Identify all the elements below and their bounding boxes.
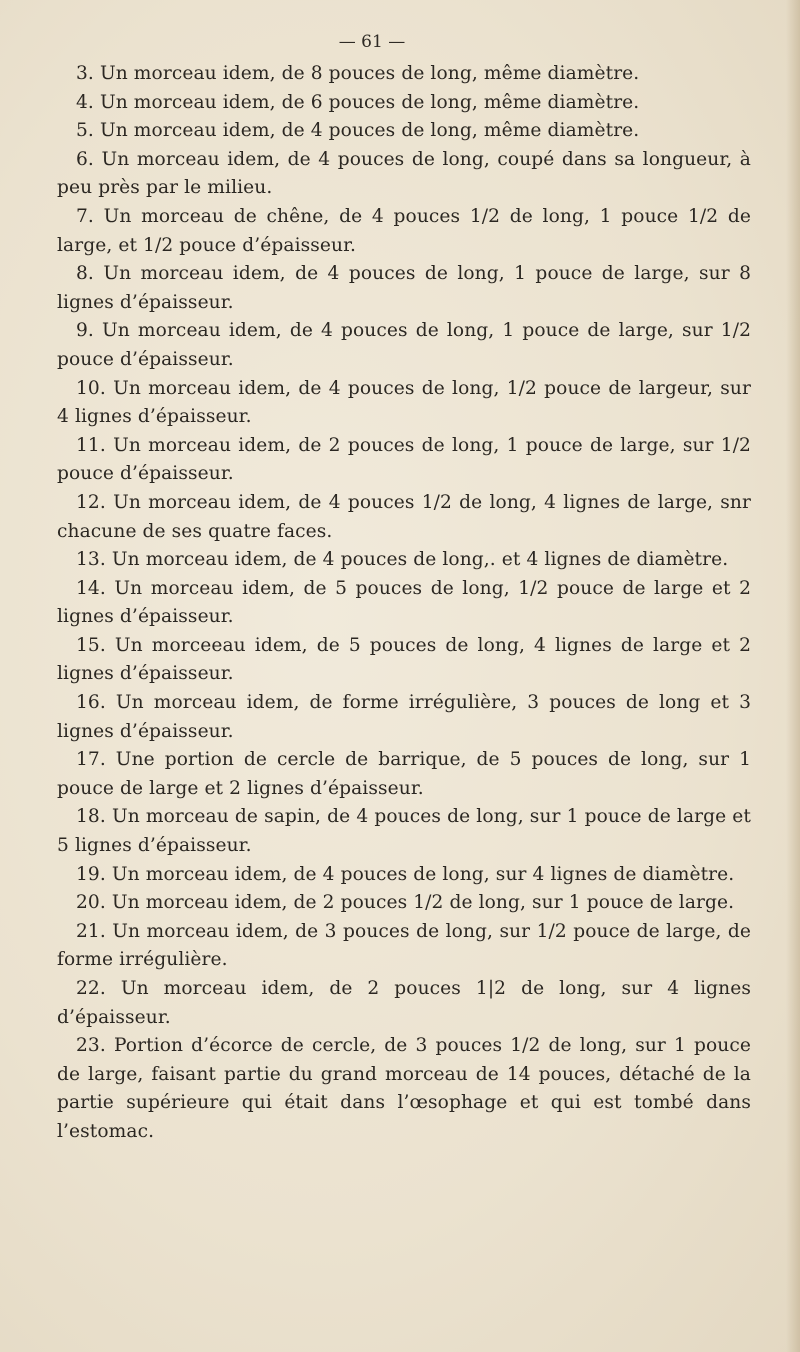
- list-item-9: 9. Un morceau idem, de 4 pouces de long, 1 pouce de large, sur 1/2 pouce d’épaisseur.: [57, 320, 751, 370]
- list-item-3: 3. Un morceau idem, de 8 pouces de long, même diamètre.: [76, 63, 640, 84]
- list-item-22: 22. Un morceau idem, de 2 pouces 1|2 de long, sur 4 lignes d’épaisseur.: [57, 978, 751, 1028]
- list-item-13: 13. Un morceau idem, de 4 pouces de long,. et 4 lignes de diamètre.: [76, 549, 729, 571]
- list-item-19: 19. Un morceau idem, de 4 pouces de long, sur 4 lignes de diamètre.: [76, 863, 735, 885]
- list-item-6: 6. Un morceau idem, de 4 pouces de long, coupé dans sa longueur, à peu près par le milieu.: [57, 148, 751, 199]
- list-item-10: 10. Un morceau idem, de 4 pouces de long, 1/2 pouce de largeur, sur 4 lignes d’épaisseur.: [57, 377, 751, 428]
- list-item-23: 23. Portion d’écorce de cercle, de 3 pouces 1/2 de long, sur 1 pouce de large, faisant partie du grand morceau de 14 pouces, détaché de la partie supérieure qui était dans l’œsophage et qui est tombé dans l’estomac.: [57, 1035, 751, 1142]
- list-item-14: 14. Un morceau idem, de 5 pouces de long, 1/2 pouce de large et 2 lignes d’épaisseur.: [57, 577, 751, 628]
- item-list: [57, 60, 751, 1147]
- list-item-4: 4. Un morceau idem, de 6 pouces de long, même diamètre.: [76, 91, 640, 113]
- page-number: — 61 —: [338, 32, 406, 52]
- list-item-18: 18. Un morceau de sapin, de 4 pouces de long, sur 1 pouce de large et 5 lignes d’épaisseur.: [57, 806, 751, 857]
- list-item-7: 7. Un morceau de chêne, de 4 pouces 1/2 de long, 1 pouce 1/2 de large, et 1/2 pouce d’épaisseur.: [57, 205, 751, 256]
- page-edge-shadow: [786, 0, 800, 1352]
- list-item-11: 11. Un morceau idem, de 2 pouces de long, 1 pouce de large, sur 1/2 pouce d’épaisseur.: [57, 434, 751, 485]
- list-item-17: 17. Une portion de cercle de barrique, de 5 pouces de long, sur 1 pouce de large et 2 lignes d’épaisseur.: [57, 749, 751, 799]
- list-item-16: 16. Un morceau idem, de forme irrégulière, 3 pouces de long et 3 lignes d’épaisseur.: [57, 692, 751, 742]
- list-item-12: 12. Un morceau idem, de 4 pouces 1/2 de long, 4 lignes de large, snr chacune de ses quatre faces.: [57, 491, 751, 542]
- list-item-15: 15. Un morceeau idem, de 5 pouces de long, 4 lignes de large et 2 lignes d’épaisseur.: [57, 634, 751, 685]
- list-item-20: 20. Un morceau idem, de 2 pouces 1/2 de long, sur 1 pouce de large.: [76, 892, 735, 914]
- list-item-5: 5. Un morceau idem, de 4 pouces de long, même diamètre.: [76, 120, 640, 142]
- list-item-21: 21. Un morceau idem, de 3 pouces de long, sur 1/2 pouce de large, de forme irrégulière.: [57, 920, 751, 971]
- list-item-8: 8. Un morceau idem, de 4 pouces de long, 1 pouce de large, sur 8 lignes d’épaisseur.: [57, 263, 751, 313]
